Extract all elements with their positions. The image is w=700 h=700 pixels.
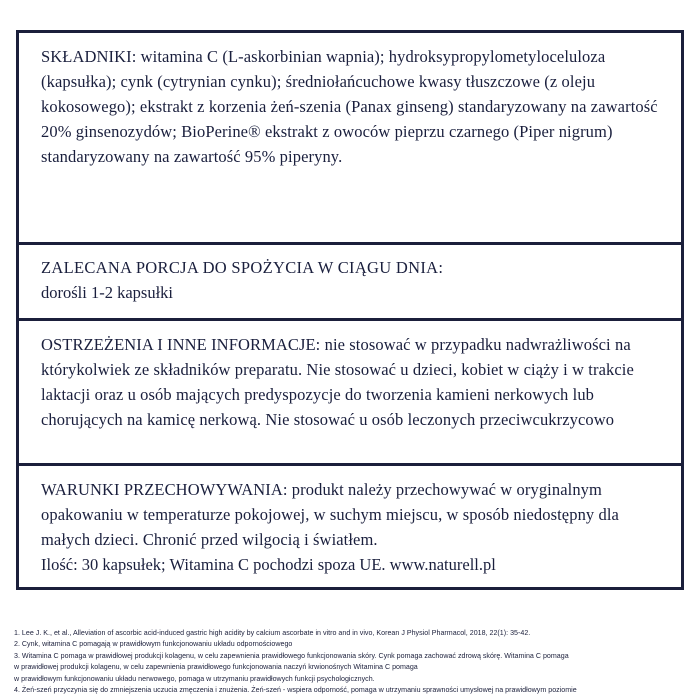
footnotes-block bbox=[14, 628, 690, 697]
storage-text: WARUNKI PRZECHOWYWANIA: produkt należy przechowywać w oryginalnym opakowaniu w temperaturze pokojowej, w suchym miejscu, w sposób niedostępny dla małych dzieci. Chronić przed wilgocią i światłem. bbox=[41, 479, 619, 549]
storage-extra-text: Ilość: 30 kapsułek; Witamina C pochodzi spoza UE. www.naturell.pl bbox=[41, 555, 496, 575]
footnote-line: 2. Cynk, witamina C pomagają w prawidłowym funkcjonowaniu układu odpornościowego bbox=[14, 640, 293, 649]
section-storage bbox=[19, 466, 681, 587]
section-ingredients bbox=[19, 33, 681, 245]
dosage-text: dorośli 1-2 kapsułki bbox=[41, 282, 173, 302]
section-dosage bbox=[19, 245, 681, 321]
ingredients-text: SKŁADNIKI: witamina C (L-askorbinian wapnia); hydroksypropylometyloceluloza (kapsułka); cynk (cytrynian cynku); średniołańcuchowe kwasy tłuszczowe (z oleju kokosowego); ekstrakt z korzenia żeń-szenia (Panax ginseng) standaryzowany na zawartość 20% ginsenozydów; BioPerine® ekstrakt z owoców pieprzu czarnego (Piper nigrum) standaryzowany na zawartość 95% piperyny. bbox=[41, 47, 658, 167]
supplement-label bbox=[16, 30, 684, 590]
footnote-line: 4. Żeń-szeń przyczynia się do zmniejszenia uczucia zmęczenia i znużenia. Żeń-szeń - wspiera odporność, pomaga w utrzymaniu sprawności umysłowej na prawidłowym poziomie bbox=[14, 686, 577, 695]
section-warnings bbox=[19, 321, 681, 466]
footnote-line: w prawidłowym funkcjonowaniu układu nerwowego, pomaga w utrzymaniu prawidłowych funkcji psychologicznych. bbox=[14, 674, 375, 683]
dosage-heading: ZALECANA PORCJA DO SPOŻYCIA W CIĄGU DNIA: bbox=[41, 258, 444, 277]
label-frame bbox=[16, 30, 684, 590]
warnings-text: OSTRZEŻENIA I INNE INFORMACJE: nie stosować w przypadku nadwrażliwości na którykolwiek ze składników preparatu. Nie stosować u dzieci, kobiet w ciąży i w trakcie laktacji oraz u osób mających predyspozycje do tworzenia kamieni nerkowych lub chorujących na kamicę nerkową. Nie stosować u osób leczonych przeciwcukrzycowo bbox=[41, 334, 634, 430]
footnote-line: 3. Witamina C pomaga w prawidłowej produkcji kolagenu, w celu zapewnienia prawidłowego funkcjonowania skóry. Cynk pomaga zachować zdrową skórę. Witamina C pomaga bbox=[14, 651, 569, 660]
footnote-line: w prawidłowej produkcji kolagenu, w celu zapewnienia prawidłowego funkcjonowania naczyń krwionośnych Witamina C pomaga bbox=[14, 663, 418, 672]
footnote-line: 1. Lee J. K., et al., Alleviation of ascorbic acid-induced gastric high acidity by calcium ascorbate in vitro and in vivo, Korean J Physiol Pharmacol, 2018, 22(1): 35-42. bbox=[14, 629, 531, 637]
